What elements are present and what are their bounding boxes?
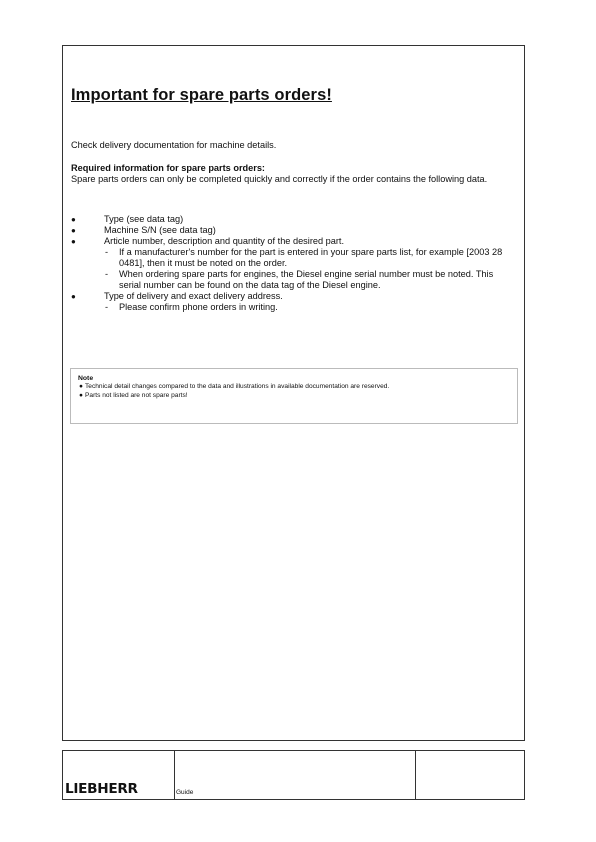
list-item [71,236,516,291]
sub-item-text: If a manufacturer's number for the part is entered in your spare parts list, for example [2003 28 0481], then it must be noted on the order. [119,247,503,268]
bullet-icon: ● [79,391,83,399]
note-item [78,392,516,401]
required-info-heading: Required information for spare parts orders: [71,163,265,173]
note-title: Note [78,375,94,382]
bullet-icon: ● [71,292,76,301]
list-item-text: Article number, description and quantity of the desired part. [104,236,345,246]
dash-icon: - [105,269,109,279]
liebherr-logo: LIEBHERR [65,782,138,797]
note-item-text: Technical detail changes compared to the data and illustrations in available documentation are reserved. [85,383,390,390]
sub-list-item [104,269,516,291]
bullet-icon: ● [71,226,76,235]
dash-icon: - [105,247,109,257]
page-frame [62,45,525,741]
note-item [78,383,516,392]
list-item [71,214,516,225]
page-title: Important for spare parts orders! [71,86,332,104]
sub-list-item [104,247,516,269]
sub-list-item [104,302,516,313]
sub-item-text: When ordering spare parts for engines, the Diesel engine serial number must be noted. This serial number can be found on the data tag of the Diesel engine. [119,269,494,290]
list-item-text: Machine S/N (see data tag) [104,225,216,235]
footer [62,750,525,800]
footer-divider [415,751,416,799]
dash-icon: - [105,302,109,312]
list-item-text: Type of delivery and exact delivery address. [104,291,283,301]
list-item-text: Type (see data tag) [104,214,184,224]
sub-item-text: Please confirm phone orders in writing. [119,302,278,312]
bullet-icon: ● [79,383,83,390]
sub-list [104,247,516,291]
footer-guide-label: Guide [176,789,194,796]
note-box [70,368,518,424]
bullet-icon: ● [71,215,76,224]
intro-text: Check delivery documentation for machine details. [71,140,277,150]
required-data-list [71,214,516,313]
required-info-text: Spare parts orders can only be completed quickly and correctly if the order contains the following data. [71,174,488,184]
list-item [71,225,516,236]
list-item [71,291,516,313]
footer-divider [174,751,175,799]
sub-list [104,302,516,313]
bullet-icon: ● [71,237,76,246]
note-item-text: Parts not listed are not spare parts! [85,391,188,399]
note-list [78,383,516,400]
